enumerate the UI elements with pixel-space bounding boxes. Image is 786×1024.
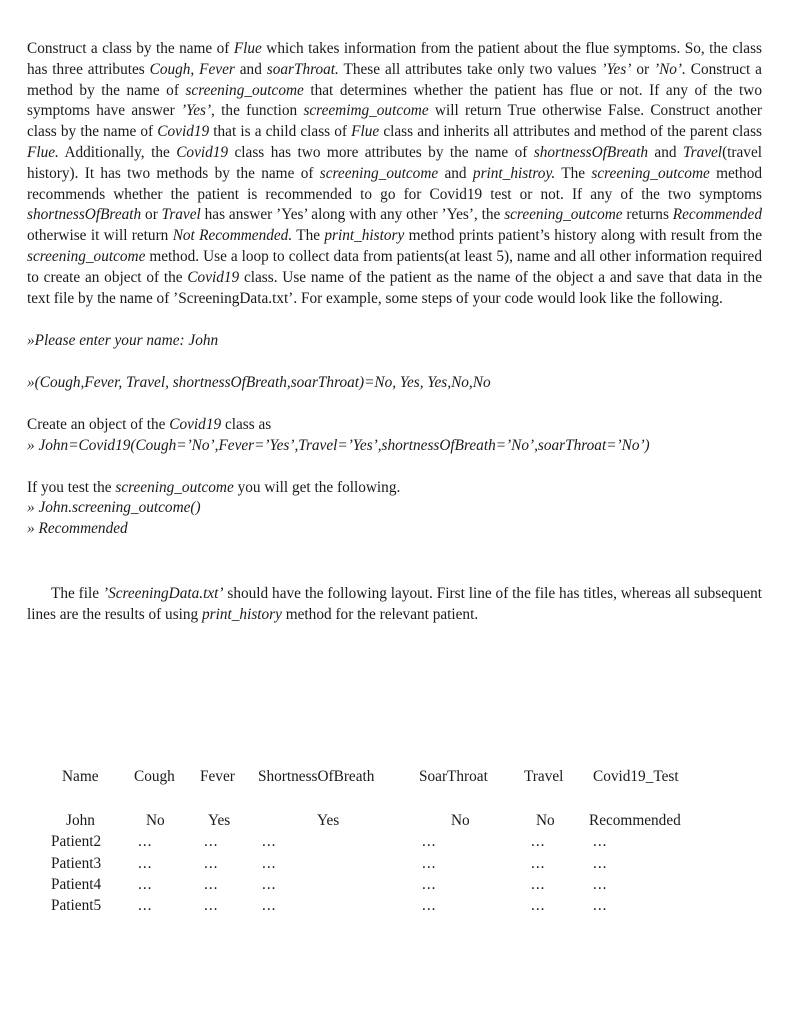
problem-text-segment: and	[647, 143, 683, 161]
cell-name: Patient4	[51, 875, 102, 893]
problem-text-segment: print_history	[324, 227, 405, 245]
problem-text-segment: screening_outcome	[319, 164, 439, 182]
problem-text-segment: method. Use a loop to collect data from patients(at least 5), name and all other information required to create an object of the	[27, 247, 762, 286]
problem-text-segment: that determines whether the patient has flue or not. If any of the two symptoms have answer	[27, 81, 762, 120]
problem-text-segment: Not Recommended.	[172, 227, 293, 245]
header-shortness: ShortnessOfBreath	[258, 768, 375, 785]
cell-fever-ellipsis: ...	[204, 897, 219, 915]
problem-text-segment: class. Use name of the patient as the name of the object a and save that data in the text file by the name of ’ScreeningData.txt’. For example, some steps of your code would look like the following.	[27, 268, 762, 307]
create-object-line	[27, 415, 762, 436]
problem-text-segment: Recommended	[672, 206, 762, 224]
create-class-name: Covid19	[169, 415, 222, 433]
cell-soarthroat-ellipsis: ...	[422, 897, 437, 915]
problem-text-segment: screemimg_outcome	[303, 102, 429, 120]
cell-travel-ellipsis: ...	[531, 854, 546, 872]
problem-text-segment: Covid19	[176, 143, 229, 161]
cell-soarthroat-ellipsis: ...	[422, 875, 437, 893]
test-suffix: you will get the following.	[233, 478, 401, 496]
problem-text-segment: The	[292, 227, 325, 245]
problem-text-segment: shortnessOfBreath	[27, 206, 142, 224]
problem-text-segment: These all attributes take only two values	[338, 60, 602, 78]
prompt-name-line: »Please enter your name: John	[27, 332, 219, 350]
problem-text-segment: has answer ’Yes’ along with any other ’Yes’, the	[200, 206, 505, 224]
problem-text-segment: The	[555, 164, 592, 182]
problem-text-segment: shortnessOfBreath	[533, 143, 648, 161]
problem-text-segment: Cough, Fever	[149, 60, 235, 78]
cell-name: Patient2	[51, 833, 102, 851]
problem-text-segment: Construct a method by the name of	[27, 60, 762, 99]
cell-covid-test-ellipsis: ...	[593, 854, 608, 872]
file-layout-text-segment: ’ScreeningData.txt’	[102, 584, 224, 602]
cell-shortness-ellipsis: ...	[262, 854, 277, 872]
problem-text-segment: class and inherits all attributes and method of the parent class	[379, 123, 762, 141]
cell-covid-test-ellipsis: ...	[593, 897, 608, 915]
problem-text-segment: and	[234, 60, 267, 78]
problem-text-segment: Flue	[351, 123, 380, 141]
problem-text-segment: (travel history). It has two methods by the name of	[27, 143, 762, 182]
test-line	[27, 478, 762, 499]
problem-text-segment: , the function	[211, 102, 304, 120]
problem-text-segment: Covid19	[187, 268, 240, 286]
table-row	[47, 833, 707, 854]
problem-text-segment: Travel	[161, 206, 201, 224]
cell-name: Patient3	[51, 854, 102, 872]
problem-text-segment: which takes information from the patient about the flue symptoms. So, the class has three attributes	[27, 40, 762, 78]
prompt-inputs-line: »(Cough,Fever, Travel, shortnessOfBreath,soarThroat)=No, Yes, Yes,No,No	[27, 374, 491, 392]
problem-text-segment: Construct a class by the name of	[27, 40, 234, 57]
table-row	[47, 812, 707, 833]
cell-soarthroat-ellipsis: ...	[422, 854, 437, 872]
test-prefix: If you test the	[27, 478, 116, 496]
cell-cough-ellipsis: ...	[138, 833, 153, 851]
problem-text-segment: Travel	[682, 143, 723, 161]
cell-cough-ellipsis: ...	[138, 875, 153, 893]
cell-covid-test: Recommended	[589, 812, 681, 829]
problem-text-segment: will return True otherwise False. Construct another class by the name of	[27, 102, 763, 141]
problem-text-segment: Additionally, the	[58, 143, 177, 161]
cell-travel-ellipsis: ...	[531, 875, 546, 893]
cell-cough-ellipsis: ...	[138, 854, 153, 872]
problem-text-segment: or	[141, 206, 162, 224]
header-fever: Fever	[200, 768, 235, 785]
problem-paragraph	[27, 39, 762, 309]
problem-text-segment: method prints patient’s history along with result from the	[404, 227, 762, 245]
cell-shortness-ellipsis: ...	[262, 833, 277, 851]
problem-text-segment: and	[438, 164, 473, 182]
cell-travel-ellipsis: ...	[531, 833, 546, 851]
create-text: Create an object of the	[27, 415, 170, 433]
cell-fever-ellipsis: ...	[204, 875, 219, 893]
cell-shortness-ellipsis: ...	[262, 875, 277, 893]
problem-text-segment: ’Yes’	[601, 60, 632, 78]
file-layout-paragraph	[27, 584, 762, 626]
problem-text-segment: ’Yes’	[181, 102, 212, 120]
test-result: » Recommended	[27, 520, 128, 538]
header-covid-test: Covid19_Test	[593, 768, 679, 785]
cell-cough: No	[146, 812, 165, 829]
cell-shortness-ellipsis: ...	[262, 897, 277, 915]
cell-cough-ellipsis: ...	[138, 897, 153, 915]
cell-travel: No	[536, 812, 555, 829]
problem-text-segment: method recommends whether the patient is recommended to go for Covid19 test or not. If any of the two symptoms	[27, 164, 762, 203]
cell-covid-test-ellipsis: ...	[593, 833, 608, 851]
header-cough: Cough	[134, 768, 175, 785]
problem-text-segment: screening_outcome	[185, 81, 304, 99]
header-name: Name	[62, 768, 99, 785]
cell-fever-ellipsis: ...	[204, 833, 219, 851]
cell-shortness: Yes	[317, 812, 340, 829]
create-suffix: class as	[221, 415, 272, 433]
problem-text-segment: screening_outcome	[504, 206, 623, 224]
cell-name: Patient5	[51, 897, 102, 915]
test-call: » John.screening_outcome()	[27, 499, 201, 517]
table-row	[47, 897, 707, 918]
cell-name: John	[66, 812, 95, 829]
cell-covid-test-ellipsis: ...	[593, 875, 608, 893]
problem-text-segment: screening_outcome	[27, 247, 146, 265]
problem-text-segment: that is a child class of	[209, 123, 352, 141]
problem-text-segment: Flue.	[27, 143, 59, 161]
cell-travel-ellipsis: ...	[531, 897, 546, 915]
file-layout-text-segment: print_history	[202, 605, 282, 623]
screening-data-table	[47, 768, 707, 918]
problem-text-segment: soarThroat.	[266, 60, 339, 78]
problem-text-segment: screening_outcome	[591, 164, 710, 182]
document-page	[27, 39, 762, 626]
problem-text-segment: otherwise it will return	[27, 227, 173, 245]
problem-text-segment: class has two more attributes by the name of	[228, 143, 534, 161]
file-layout-text-segment: The file	[51, 584, 103, 602]
cell-fever-ellipsis: ...	[204, 854, 219, 872]
problem-text-segment: Flue	[233, 40, 262, 57]
test-method: screening_outcome	[115, 478, 234, 496]
cell-soarthroat-ellipsis: ...	[422, 833, 437, 851]
cell-soarthroat: No	[451, 812, 470, 829]
problem-text-segment: Covid19	[157, 123, 210, 141]
file-layout-text-segment: should have the following layout. First line of the file has titles, whereas all subsequent lines are the results of using	[27, 584, 762, 623]
problem-text-segment: ’No’.	[653, 60, 686, 78]
header-soarthroat: SoarThroat	[419, 768, 488, 785]
header-travel: Travel	[524, 768, 564, 785]
problem-text-segment: print_histroy.	[472, 164, 556, 182]
table-row	[47, 855, 707, 876]
problem-text-segment: or	[631, 60, 654, 78]
cell-fever: Yes	[208, 812, 231, 829]
table-header-row	[47, 768, 707, 792]
table-row	[47, 876, 707, 897]
file-layout-text-segment: method for the relevant patient.	[281, 605, 479, 623]
create-object-code: » John=Covid19(Cough=’No’,Fever=’Yes’,Travel=’Yes’,shortnessOfBreath=’No’,soarThroat=’No’)	[27, 436, 650, 454]
problem-text-segment: returns	[622, 206, 673, 224]
